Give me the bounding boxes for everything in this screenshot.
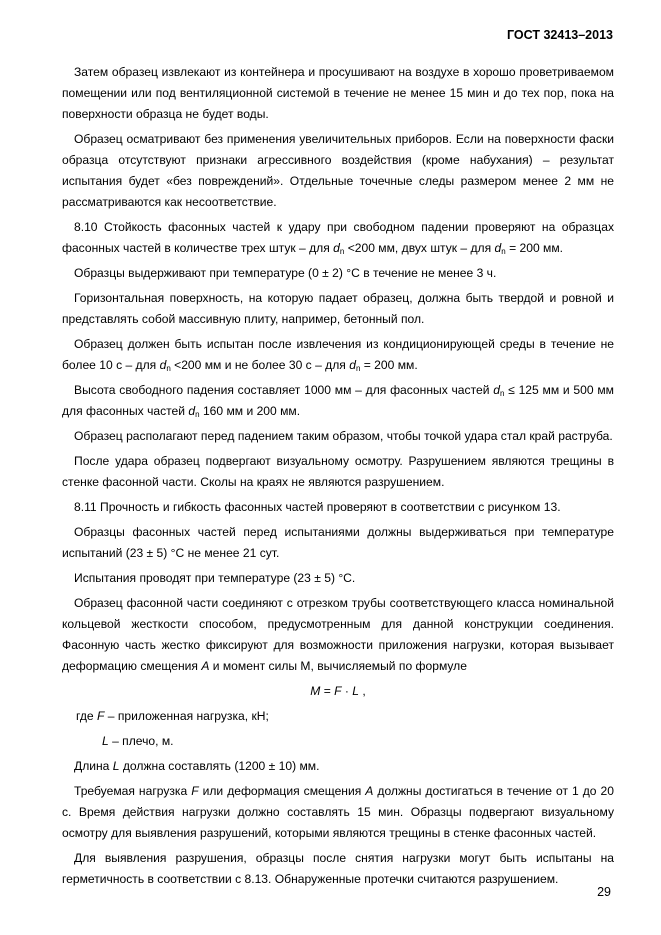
page-number: 29 [597, 885, 611, 899]
paragraph-8-11: 8.11 Прочность и гибкость фасонных частей проверяют в соответствии с рисунком 13. [74, 500, 561, 514]
paragraph-drying: Затем образец извлекают из контейнера и просушивают на воздухе в хорошо проветриваемом помещении или под вентиляционной системой в течение не менее 15 мин и до тех пор, пока на поверхности образца не будет воды. [62, 65, 614, 121]
paragraph-load-time: Требуемая нагрузка F или деформация смещения A должны достигаться в течение от 1 до 20 с. Время действия нагрузки должно составлять 15 мин. Образцы подвергают визуальному осмотру для выявления разрушений, которыми являются трещины в стенке фасонных частей. [62, 784, 614, 840]
paragraph-positioning: Образец располагают перед падением таким образом, чтобы точкой удара стал край раструба. [74, 429, 613, 443]
paragraph-test-timing: Образец должен быть испытан после извлечения из кондиционирующей среды в течение не более 10 с – для $d_n <200$ мм и не более 30 с – для $d_n = 200$ мм. [62, 337, 614, 373]
document-body [62, 62, 614, 894]
paragraph-tightness: Для выявления разрушения, образцы после снятия нагрузки могут быть испытаны на герметичность в соответствии с 8.13. Обнаруженные протечки считаются разрушением. [62, 851, 614, 886]
paragraph-after-impact: После удара образец подвергают визуальному осмотру. Разрушением являются трещины в стенке фасонной части. Сколы на краях не являются разрушением. [62, 454, 614, 489]
paragraph-fixing: Образец фасонной части соединяют с отрезком трубы соответствующего класса номинальной кольцевой жесткости способом, предусмотренным для данной конструкции соединения. Фасонную часть жестко фиксируют для возможности приложения нагрузки, которая вызывает деформацию смещения A и момент силы М, вычисляемый по формуле [62, 596, 614, 673]
paragraph-test-temperature: Испытания проводят при температуре (23 ± 5) °С. [74, 571, 356, 585]
formula-moment: M = F · L , [310, 684, 366, 698]
paragraph-surface: Горизонтальная поверхность, на которую падает образец, должна быть твердой и ровной и представлять собой массивную плиту, например, бетонный пол. [62, 291, 614, 326]
paragraph-drop-height: Высота свободного падения составляет 1000 мм – для фасонных частей $d_n \le 125$ мм и 500 мм для фасонных частей $d_n$ 160 мм и 200 мм. [62, 383, 614, 419]
paragraph-conditioning: Образцы выдерживают при температуре (0 ± 2) °С в течение не менее 3 ч. [74, 266, 497, 280]
paragraph-inspection: Образец осматривают без применения увеличительных приборов. Если на поверхности фаски образца отсутствуют признаки агрессивного воздействия (кроме набухания) – результат испытания будет «без повреждений». Отдельные точечные следы размером менее 2 мм не рассматриваются как несоответствие. [62, 132, 614, 209]
formula-legend-force: где F – приложенная нагрузка, кН; [76, 709, 269, 723]
paragraph-length: Длина L должна составлять (1200 ± 10) мм. [74, 759, 320, 773]
paragraph-8-10: 8.10 Стойкость фасонных частей к удару при свободном падении проверяют на образцах фасонных частей в количестве трех штук – для $d_n <200$ мм, двух штук – для $d_n = 200$ мм. [62, 220, 614, 256]
paragraph-preconditioning: Образцы фасонных частей перед испытаниями должны выдерживаться при температуре испытаний (23 ± 5) °С не менее 21 сут. [62, 525, 614, 560]
formula-legend-arm: L – плечо, м. [102, 734, 174, 748]
standard-header: ГОСТ 32413–2013 [507, 28, 613, 42]
